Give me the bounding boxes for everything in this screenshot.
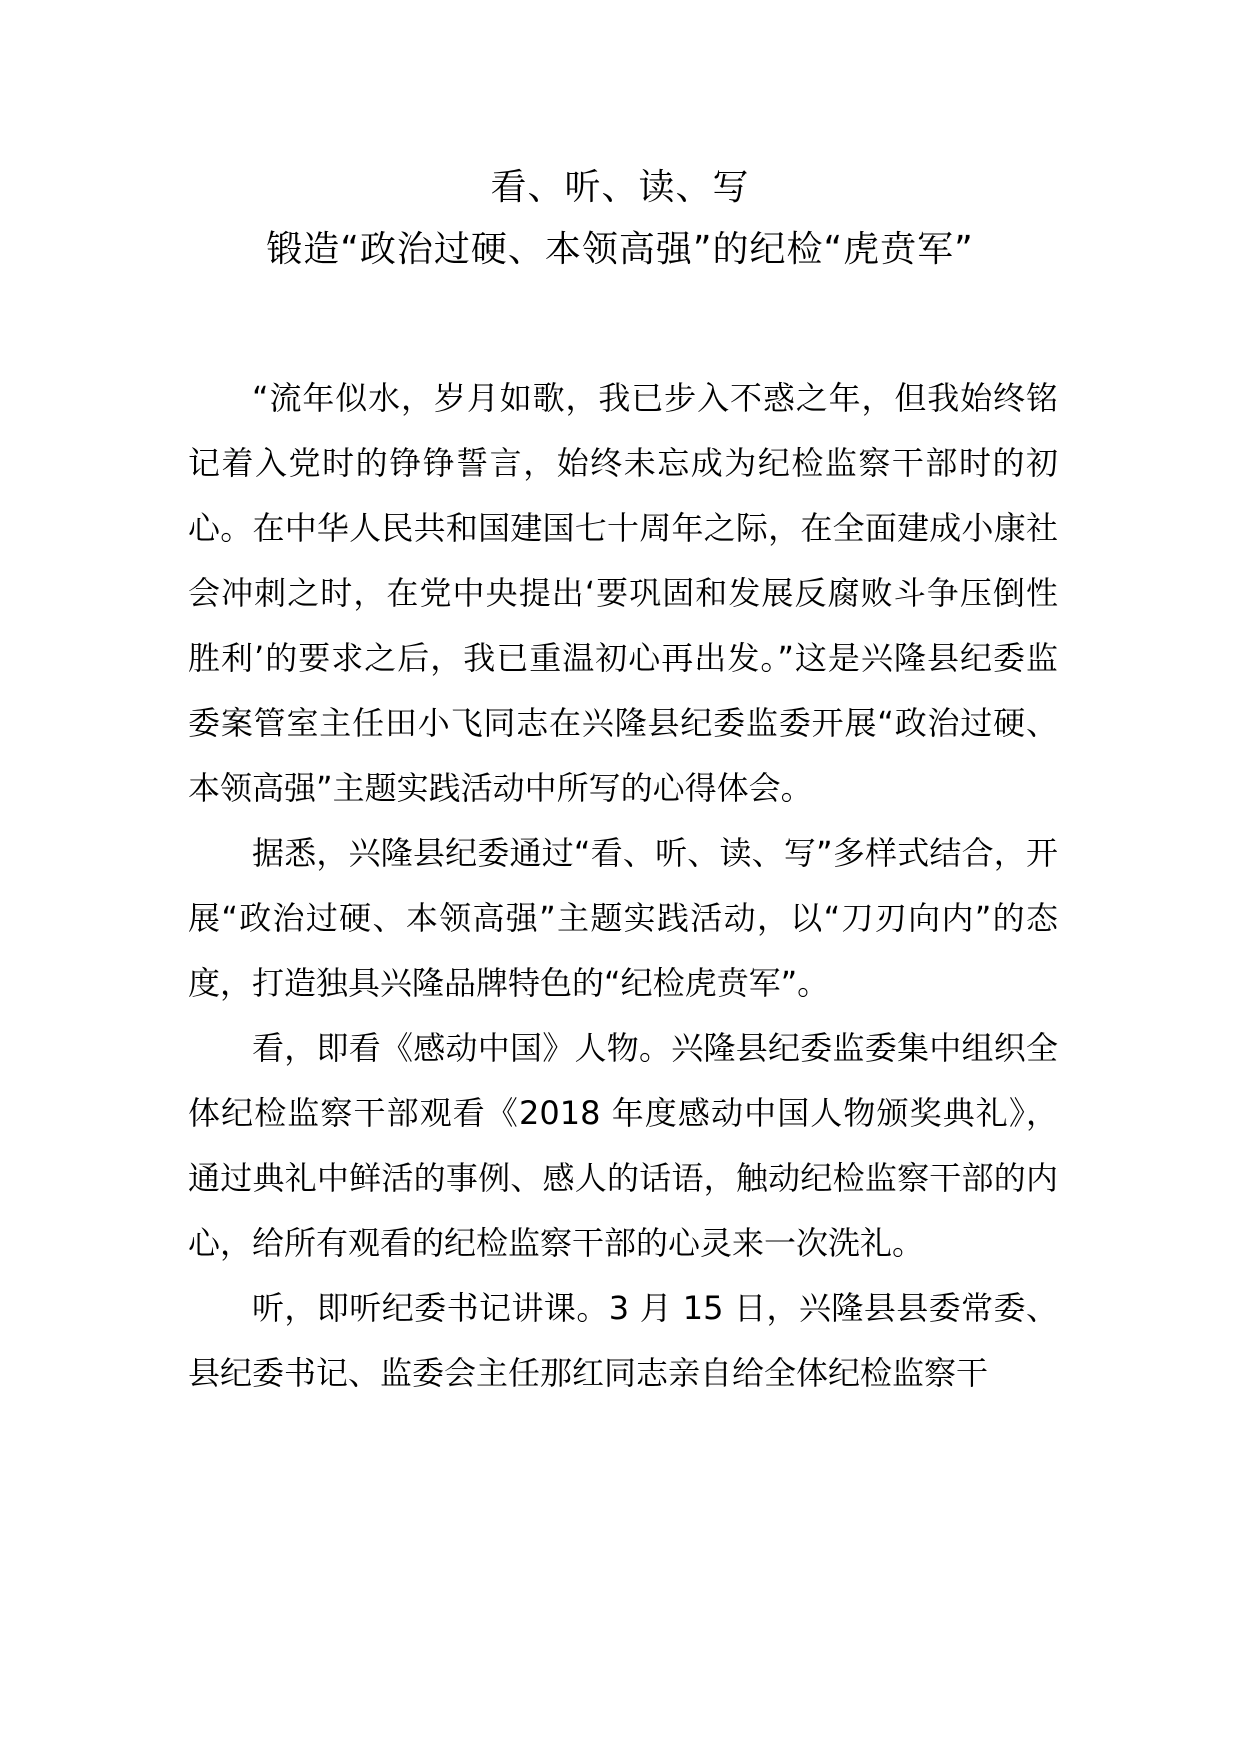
paragraph-intro-quote: “流年似水，岁月如歌，我已步入不惑之年，但我始终铭记着入党时的铮铮誓言，始终未忘成为纪检监察干部时的初心。在中华人民共和国建国七十周年之际，在全面建成小康社会冲刺之时，在党中央提出‘要巩固和发展反腐败斗争压倒性胜利’的要求之后，我已重温初心再出发。”这是兴隆县纪委监委案管室主任田小飞同志在兴隆县纪委监委开展“政治过硬、本领高强”主题实践活动中所写的心得体会。	[188, 379, 1058, 807]
paragraph-overview: 据悉，兴隆县纪委通过“看、听、读、写”多样式结合，开展“政治过硬、本领高强”主题实践活动，以“刀刃向内”的态度，打造独具兴隆品牌特色的“纪检虎贲军”。	[188, 834, 1058, 1002]
document-title	[0, 167, 1240, 270]
title-line-2: 锻造“政治过硬、本领高强”的纪检“虎贲军”	[266, 229, 974, 270]
paragraph-watch: 看，即看《感动中国》人物。兴隆县纪委监委集中组织全体纪检监察干部观看《2018 年度感动中国人物颁奖典礼》，通过典礼中鲜活的事例、感人的话语，触动纪检监察干部的内心，给所有观看的纪检监察干部的心灵来一次洗礼。	[188, 1029, 1058, 1262]
title-line-1: 看、听、读、写	[490, 167, 750, 208]
document-body	[188, 366, 1058, 1406]
paragraph-listen: 听，即听纪委书记讲课。3 月 15 日，兴隆县县委常委、县纪委书记、监委会主任那红同志亲自给全体纪检监察干	[188, 1289, 1058, 1392]
